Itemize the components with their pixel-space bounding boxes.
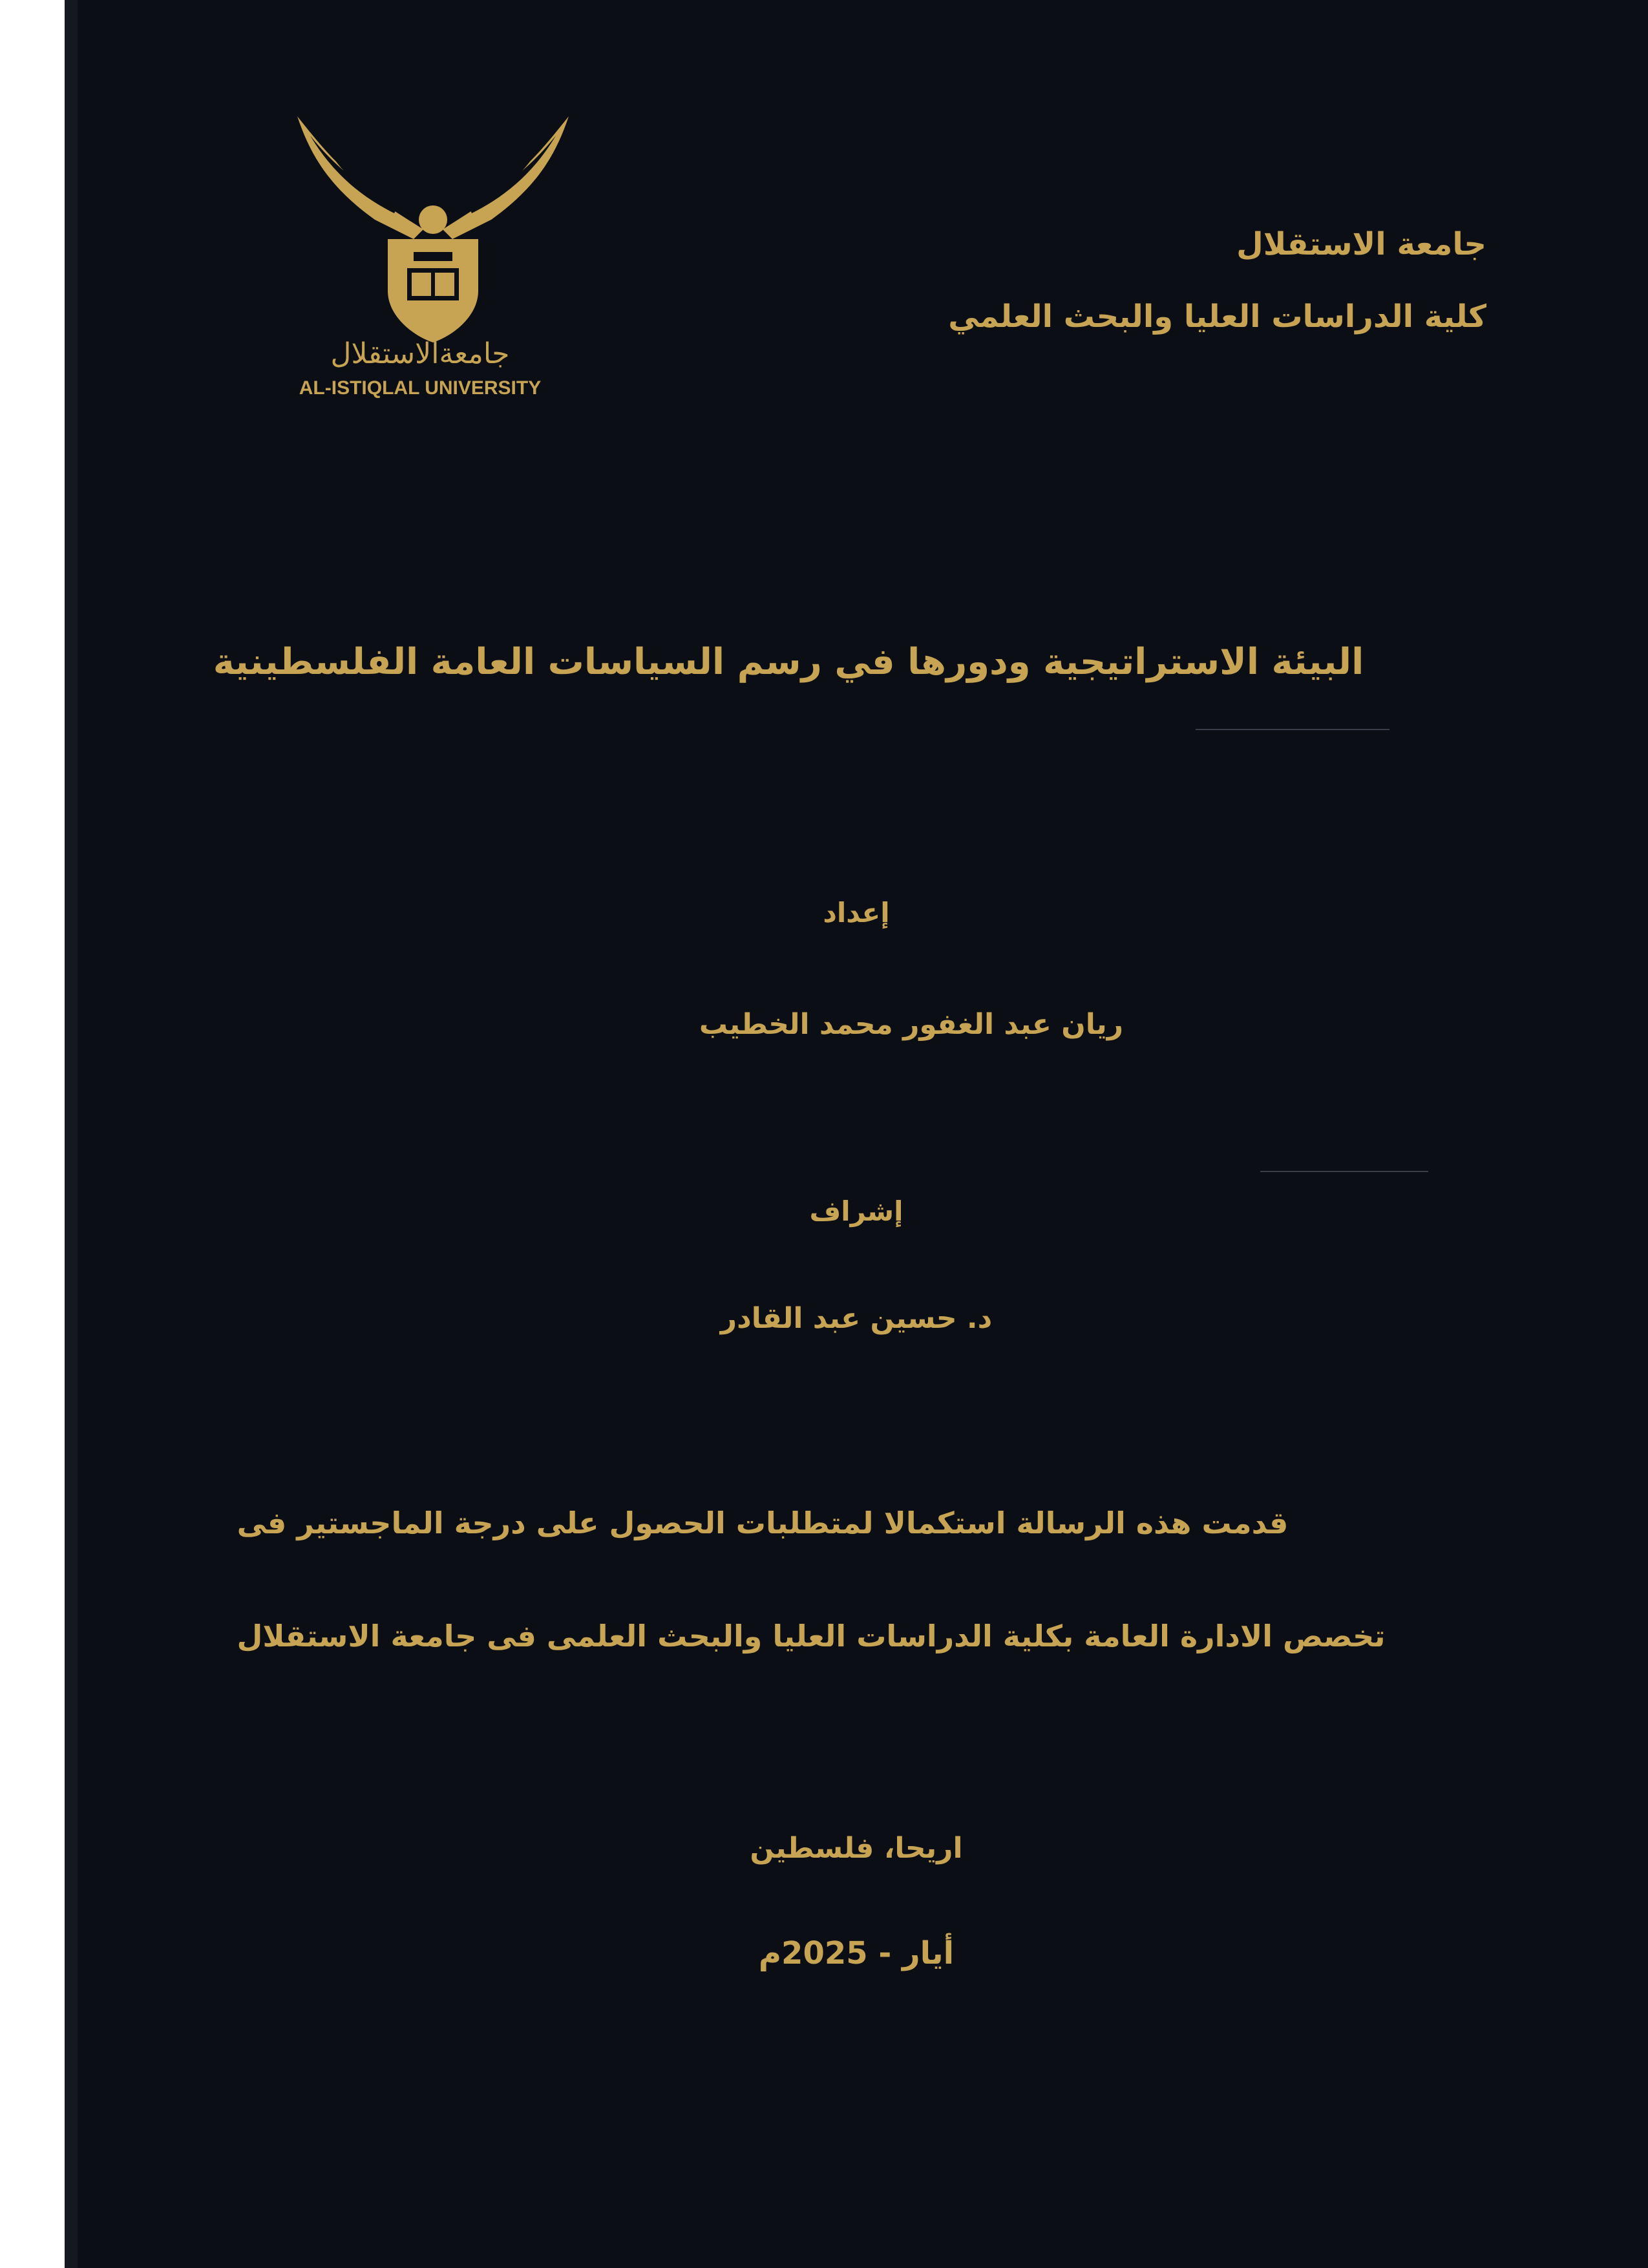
cover-spine-edge (65, 0, 78, 2268)
submission-statement-line-2: تخصص الادارة العامة بكلية الدراسات العليا والبحث العلمى فى جامعة الاستقلال (237, 1619, 1386, 1654)
scan-scratch (1260, 1171, 1428, 1172)
thesis-title: البيئة الاستراتيجية ودورها في رسم السياسات العامة الفلسطينية (213, 641, 1364, 683)
logo-english-wordmark: AL-ISTIQLAL UNIVERSITY (299, 377, 542, 399)
prepared-by-label: إعداد (823, 897, 890, 929)
place: اريحا، فلسطين (750, 1832, 963, 1865)
date: أيار - 2025م (758, 1935, 955, 1971)
faculty-name: كلية الدراسات العليا والبحث العلمي (948, 299, 1486, 335)
submission-statement-line-1: قدمت هذه الرسالة استكمالا لمتطلبات الحصول على درجة الماجستير فى (237, 1506, 1289, 1540)
author-name: ريان عبد الغفور محمد الخطيب (699, 1008, 1124, 1041)
university-name: جامعة الاستقلال (1236, 226, 1486, 262)
scan-scratch (1196, 729, 1389, 730)
supervisor-name: د. حسين عبد القادر (720, 1302, 993, 1335)
supervision-label: إشراف (809, 1195, 903, 1227)
logo-arabic-wordmark: جامعةالاستقلال (330, 337, 510, 370)
